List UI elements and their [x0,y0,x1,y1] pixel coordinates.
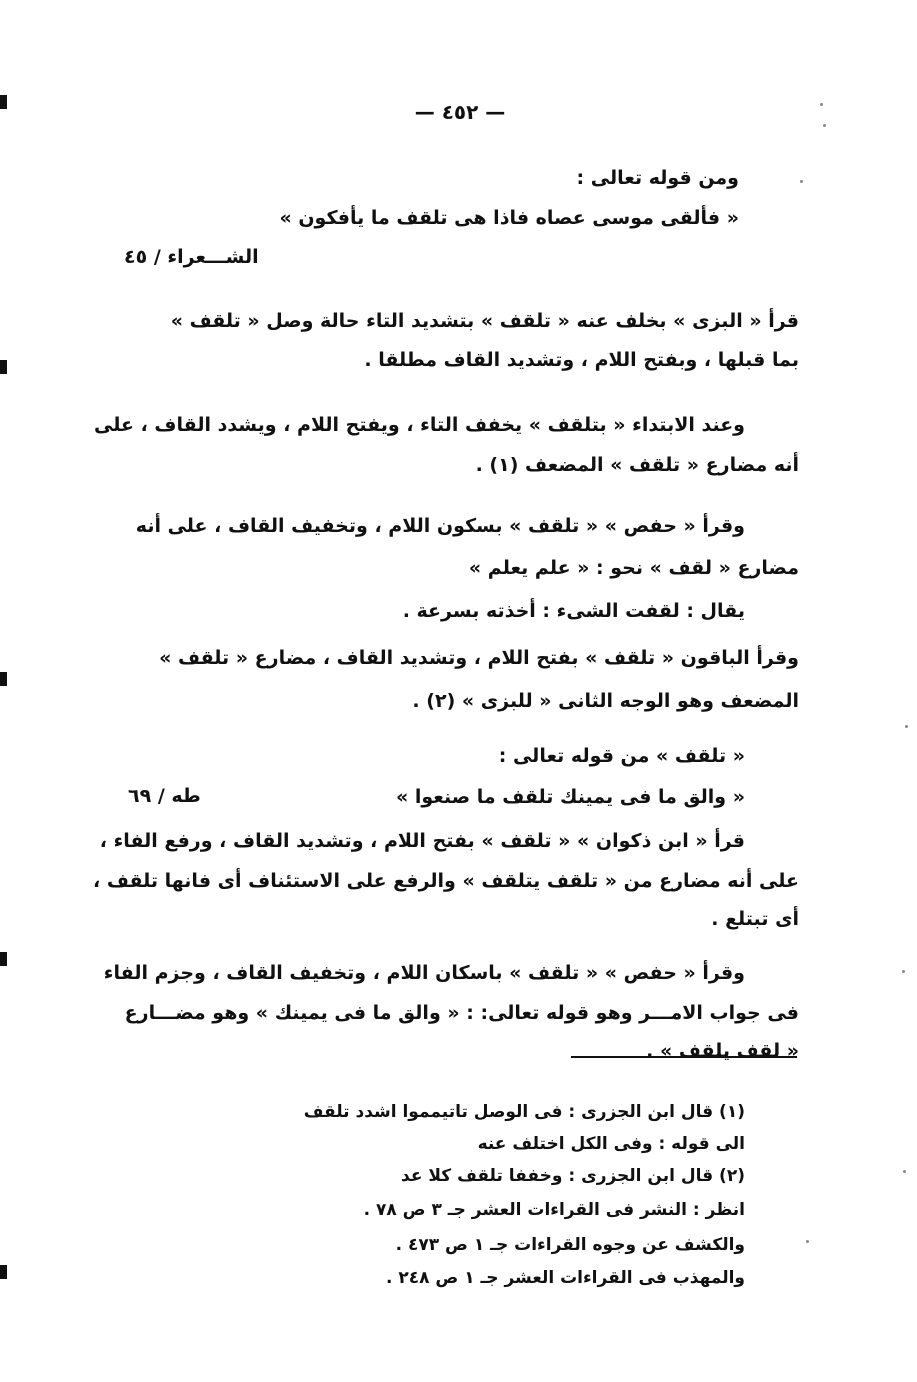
body-line: أنه مضارع « تلقف » المضعف (١) . [475,454,799,476]
scan-speck [905,725,908,728]
body-line: وقرأ الباقون « تلقف » بفتح اللام ، وتشديد القاف ، مضارع « تلقف » [159,647,799,669]
footnote-line: انظر : النشر فى القراءات العشر جـ ٣ ص ٧٨ . [363,1200,745,1220]
scan-edge-mark [0,95,7,109]
body-line: مضارع « لقف » نحو : « علم يعلم » [468,557,799,579]
body-line: ومن قوله تعالى : [576,167,739,189]
body-line: وعند الابتداء « بتلقف » يخفف التاء ، ويفتح اللام ، ويشدد القاف ، على [94,414,745,436]
footnote-line: (٢) قال ابن الجزرى : وخففا تلقف كلا عد [401,1166,745,1186]
surah-reference: طه / ٦٩ [128,785,201,807]
body-line: بما قبلها ، وبفتح اللام ، وتشديد القاف مطلقا . [364,349,799,371]
scan-speck [902,970,905,973]
footnote-divider [571,1056,797,1058]
page-number: — ٤٥٢ — [414,100,506,124]
scan-speck [806,1240,809,1243]
footnote-line: (١) قال ابن الجزرى : فى الوصل تاتيمموا اشدد تلقف [303,1102,745,1122]
footnote-line: والكشف عن وجوه القراءات جـ ١ ص ٤٧٣ . [395,1235,745,1255]
scan-speck [903,1170,906,1173]
scan-edge-mark [0,360,7,374]
scan-speck [820,103,823,106]
body-line: على أنه مضارع من « تلقف يتلقف » والرفع على الاستئناف أى فانها تلقف ، [92,870,799,892]
body-line: قرأ « البزى » بخلف عنه « تلقف » بتشديد التاء حالة وصل « تلقف » [170,310,799,332]
surah-reference: الشـــعراء / ٤٥ [124,246,259,268]
body-line: المضعف وهو الوجه الثانى « للبزى » (٢) . [412,690,799,712]
body-line: وقرأ « حفص » « تلقف » باسكان اللام ، وتخفيف القاف ، وجزم الفاء [103,962,745,984]
quran-verse: « والق ما فى يمينك تلقف ما صنعوا » [395,786,745,808]
scan-speck [823,124,826,127]
scan-edge-mark [0,1265,7,1279]
scan-edge-mark [0,952,7,966]
scan-edge-mark [0,672,7,686]
footnote-line: والمهذب فى القراءات العشر جـ ١ ص ٢٤٨ . [385,1268,745,1288]
body-line: وقرأ « حفص » « تلقف » بسكون اللام ، وتخفيف القاف ، على أنه [135,515,745,537]
body-line: « لقف يلقف » . [646,1040,799,1062]
body-line: أى تبتلع . [711,908,799,930]
body-line: « تلقف » من قوله تعالى : [498,745,745,767]
quran-verse: « فألقى موسى عصاه فاذا هى تلقف ما يأفكون » [279,207,739,229]
body-line: يقال : لقفت الشىء : أخذته بسرعة . [402,600,745,622]
body-line: فى جواب الامـــر وهو قوله تعالى: : « والق ما فى يمينك » وهو مضـــارع [124,1002,799,1024]
scan-speck [800,180,803,183]
body-line: قرأ « ابن ذكوان » « تلقف » بفتح اللام ، وتشديد القاف ، ورفع الفاء ، [99,830,745,852]
footnote-line: الى قوله : وفى الكل اختلف عنه [477,1134,745,1154]
